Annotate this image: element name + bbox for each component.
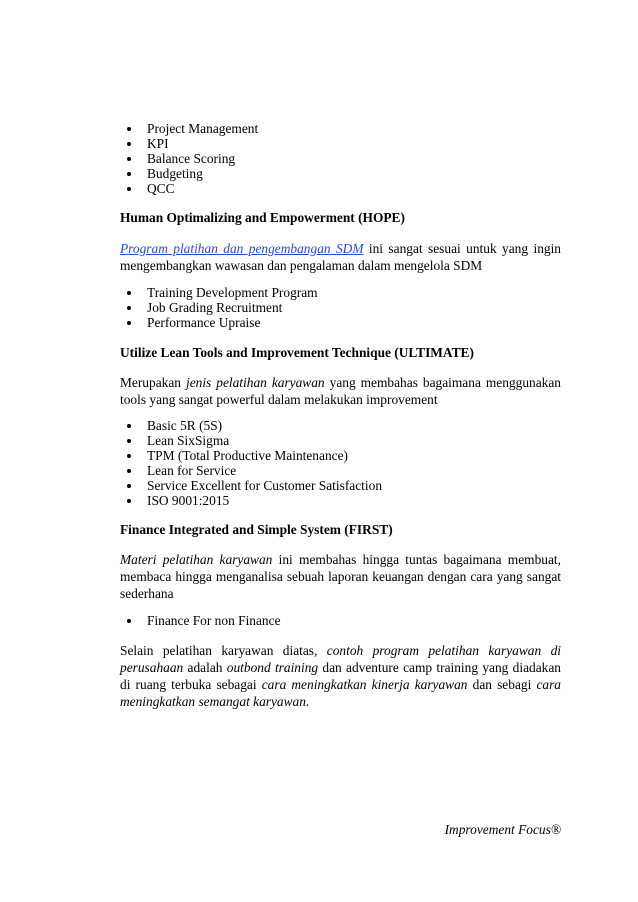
paragraph-hope (120, 240, 561, 274)
list-item: Project Management (147, 121, 259, 136)
list-item: ISO 9001:2015 (147, 493, 230, 508)
list-item: Training Development Program (147, 285, 318, 300)
list-item: TPM (Total Productive Maintenance) (147, 448, 348, 463)
program-link[interactable]: Program platihan dan pengembangan SDM (120, 241, 364, 256)
list-item: Budgeting (147, 166, 203, 181)
paragraph-emphasis: contoh program pelatihan karyawan di perusahaan (120, 643, 561, 675)
paragraph-text: Selain pelatihan karyawan diatas, (120, 643, 327, 658)
heading-first: Finance Integrated and Simple System (FIRST) (120, 522, 393, 537)
list-item: Balance Scoring (147, 151, 236, 166)
page-footer: Improvement Focus® (444, 822, 561, 837)
paragraph-closing (120, 642, 561, 710)
paragraph-text: dan sebagi (467, 677, 537, 692)
heading-hope: Human Optimalizing and Empowerment (HOPE) (120, 210, 405, 225)
paragraph-text: yang membahas bagaimana menggunakan tools yang sangat powerful dalam melakukan improvement (120, 375, 561, 407)
paragraph-ultimate (120, 374, 561, 408)
paragraph-text: ini membahas hingga tuntas bagaimana membuat, membaca hingga menganalisa sebuah laporan keuangan dengan cara yang sangat sederhana (120, 552, 561, 601)
list-item: Finance For non Finance (147, 613, 281, 628)
paragraph-emphasis: jenis pelatihan karyawan (185, 375, 325, 390)
paragraph-first (120, 551, 561, 602)
paragraph-emphasis: Materi pelatihan karyawan (120, 552, 273, 567)
list-item: KPI (147, 136, 169, 151)
paragraph-text: dan adventure camp training yang diadakan di ruang terbuka sebagai (120, 660, 561, 692)
heading-ultimate: Utilize Lean Tools and Improvement Technique (ULTIMATE) (120, 345, 474, 360)
paragraph-emphasis: outbond training (226, 660, 319, 675)
paragraph-text: adalah (183, 660, 227, 675)
list-item: Lean SixSigma (147, 433, 230, 448)
paragraph-emphasis: cara meningkatkan kinerja karyawan (261, 677, 468, 692)
paragraph-emphasis: cara meningkatkan semangat karyawan. (120, 677, 561, 709)
list-item: Job Grading Recruitment (147, 300, 283, 315)
list-item: Performance Upraise (147, 315, 261, 330)
list-item: Service Excellent for Customer Satisfaction (147, 478, 383, 493)
list-item: QCC (147, 181, 175, 196)
paragraph-text: Merupakan (120, 375, 186, 390)
list-item: Basic 5R (5S) (147, 418, 223, 433)
paragraph-text: ini sangat sesuai untuk yang ingin mengembangkan wawasan dan pengalaman dalam mengelola SDM (120, 241, 561, 273)
list-item: Lean for Service (147, 463, 237, 478)
